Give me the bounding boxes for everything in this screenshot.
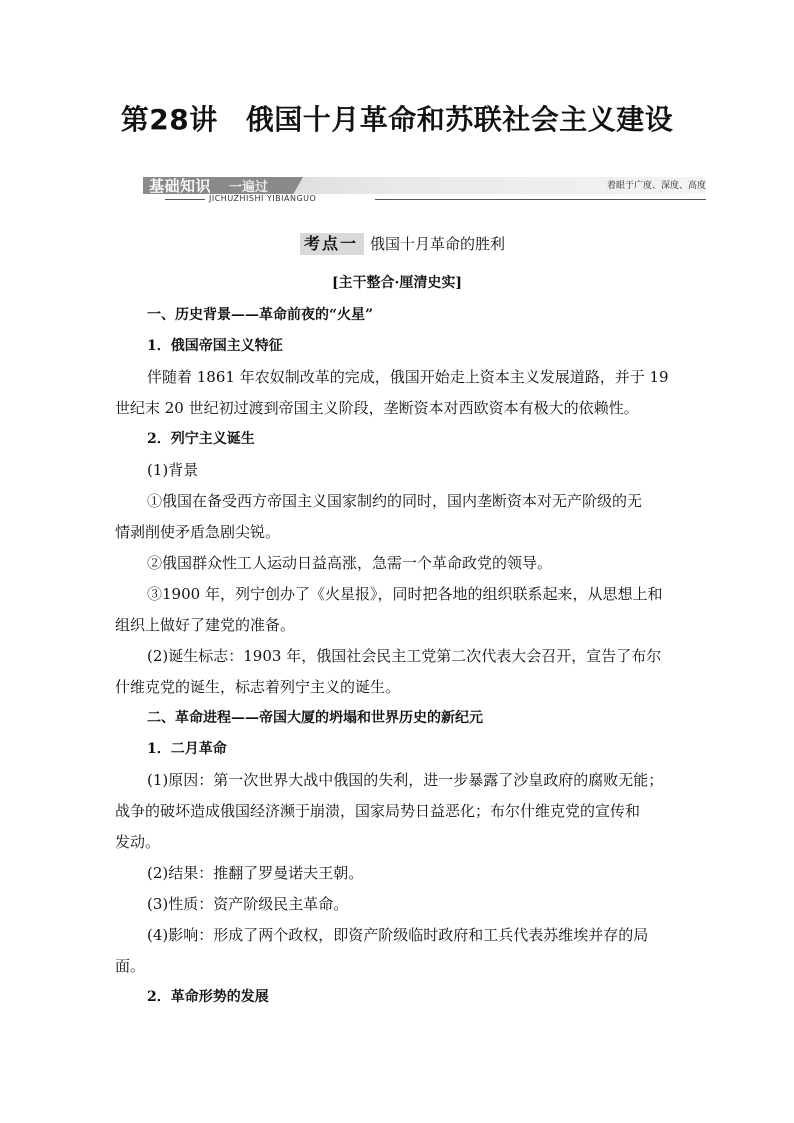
banner-right-note: 着眼于广度、深度、高度: [606, 181, 706, 191]
paragraph-line: 战争的破坏造成俄国经济濒于崩溃，国家局势日益恶化；布尔什维克党的宣传和: [115, 802, 641, 820]
paragraph-line: 情剥削使矛盾急剧尖锐。: [115, 523, 281, 541]
paragraph-line: 什维克党的诞生，标志着列宁主义的诞生。: [115, 678, 401, 696]
page-title: [0, 98, 794, 138]
paragraph-line: (1)原因：第一次世界大战中俄国的失利，进一步暴露了沙皇政府的腐败无能；: [147, 771, 664, 789]
paragraph-line: (1)背景: [147, 461, 199, 479]
section-heading: 一、历史背景——革命前夜的“火星”: [147, 307, 374, 323]
paragraph-line: (2)诞生标志：1903 年，俄国社会民主工党第二次代表大会召开，宣告了布尔: [147, 647, 662, 665]
exam-point-label: 考点一: [300, 233, 364, 255]
exam-point-title: 俄国十月革命的胜利: [370, 235, 506, 253]
lecture-title: 俄国十月革命和苏联社会主义建设: [245, 103, 674, 136]
banner-sub-label: 一遍过: [229, 180, 269, 195]
section-heading: 二、革命进程——帝国大厦的坍塌和世界历史的新纪元: [147, 710, 483, 726]
section-banner: [143, 177, 706, 207]
banner-main-label: 基础知识: [149, 177, 212, 195]
subsection-heading: 1．二月革命: [147, 741, 227, 757]
paragraph-line: 面。: [115, 957, 146, 975]
paragraph-line: 发动。: [115, 833, 161, 851]
subsection-heading: 2．列宁主义诞生: [147, 431, 255, 447]
banner-pinyin: JICHUZHISHI YIBIANGUO: [209, 194, 317, 203]
paragraph-line: ②俄国群众性工人运动日益高涨，急需一个革命政党的领导。: [147, 554, 553, 572]
paragraph-line: (2)结果：推翻了罗曼诺夫王朝。: [147, 864, 364, 882]
paragraph-line: 组织上做好了建党的准备。: [115, 616, 296, 634]
paragraph-line: (4)影响：形成了两个政权，即资产阶级临时政府和工兵代表苏维埃并存的局: [147, 926, 649, 944]
banner-divider-right: [375, 199, 706, 200]
lecture-number: 第28讲: [120, 103, 218, 136]
subsection-heading: 1．俄国帝国主义特征: [147, 338, 283, 354]
paragraph-line: ③1900 年，列宁创办了《火星报》，同时把各地的组织联系起来，从思想上和: [147, 585, 663, 603]
paragraph-line: 伴随着 1861 年农奴制改革的完成，俄国开始走上资本主义发展道路，并于 19: [147, 368, 669, 386]
exam-point-heading: [300, 233, 505, 257]
banner-divider-left: [165, 199, 205, 200]
paragraph-line: ①俄国在备受西方帝国主义国家制约的同时，国内垄断资本对无产阶级的无: [147, 492, 643, 510]
paragraph-line: 世纪末 20 世纪初过渡到帝国主义阶段，垄断资本对西欧资本有极大的依赖性。: [115, 399, 639, 417]
subsection-heading: 2．革命形势的发展: [147, 989, 269, 1005]
paragraph-line: (3)性质：资产阶级民主革命。: [147, 895, 349, 913]
sub-heading: [主干整合·厘清史实]: [331, 275, 463, 291]
